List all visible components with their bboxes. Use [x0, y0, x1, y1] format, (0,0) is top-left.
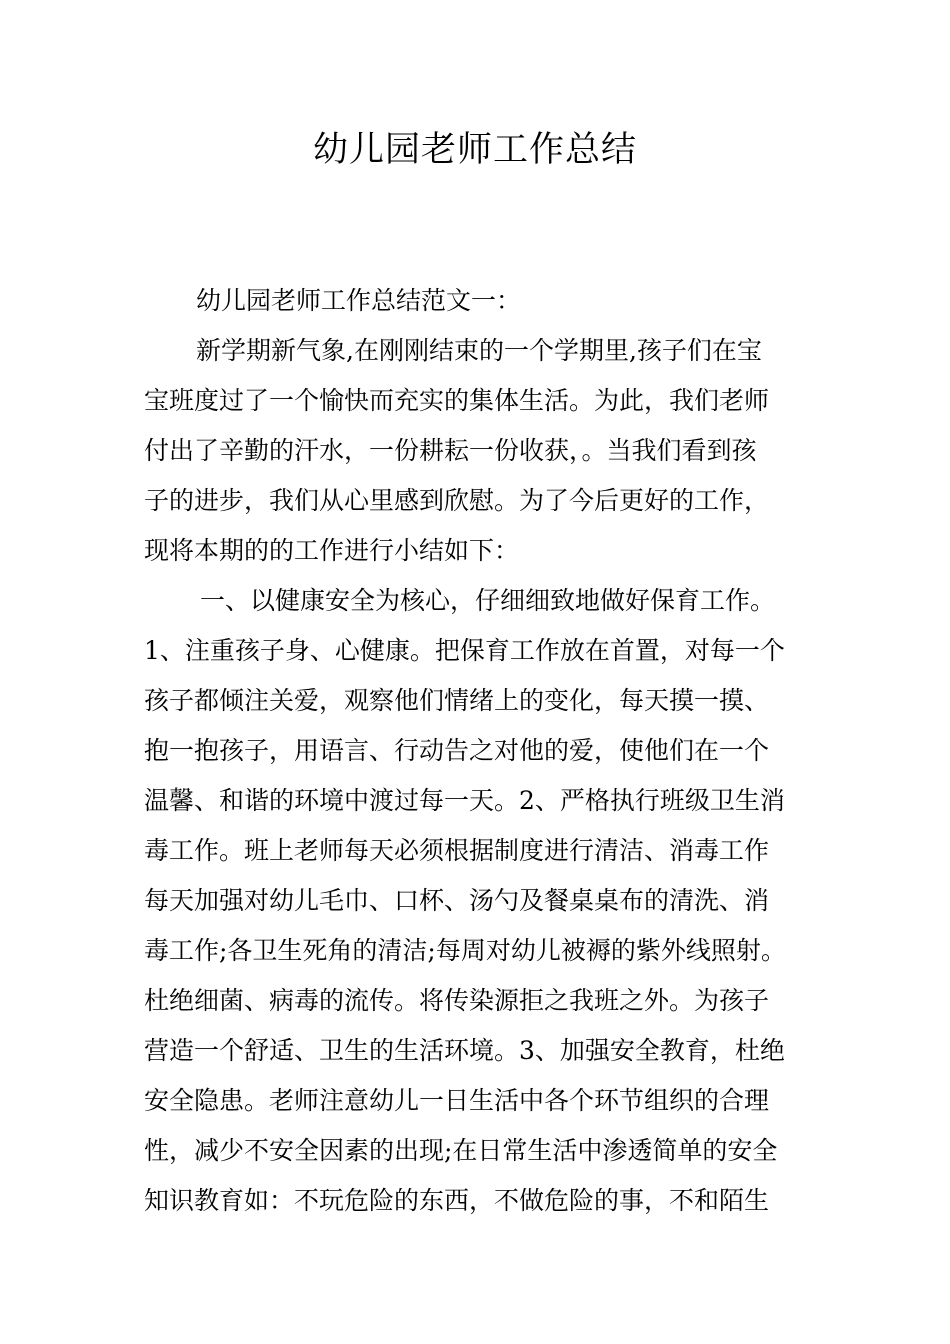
- paragraph-line: 安全隐患。老师注意幼儿一日生活中各个环节组织的合理: [144, 1086, 770, 1115]
- document-body: [144, 276, 824, 1226]
- paragraph-line: 1、注重孩子身、心健康。把保育工作放在首置，对每一个: [144, 636, 785, 665]
- paragraph-line: 新学期新气象,在刚刚结束的一个学期里,孩子们在宝: [196, 336, 762, 365]
- paragraph-line: 知识教育如：不玩危险的东西，不做危险的事，不和陌生: [144, 1186, 770, 1215]
- paragraph-line: 每天加强对幼儿毛巾、口杯、汤勺及餐桌桌布的清洗、消: [144, 886, 770, 915]
- paragraph-line: 宝班度过了一个愉快而充实的集体生活。为此，我们老师: [144, 386, 770, 415]
- paragraph-line: 杜绝细菌、病毒的流传。将传染源拒之我班之外。为孩子: [144, 986, 770, 1015]
- paragraph-line: 付出了辛勤的汗水，一份耕耘一份收获，。当我们看到孩: [144, 436, 757, 465]
- paragraph-line: 孩子都倾注关爱，观察他们情绪上的变化，每天摸一摸、: [144, 686, 770, 715]
- paragraph-line: 毒工作。班上老师每天必须根据制度进行清洁、消毒工作: [144, 836, 770, 865]
- paragraph-line: 营造一个舒适、卫生的生活环境。3、加强安全教育，杜绝: [144, 1036, 785, 1065]
- paragraph-line: 性，减少不安全因素的出现;在日常生活中渗透简单的安全: [144, 1136, 778, 1165]
- document-title: 幼儿园老师工作总结: [312, 130, 637, 170]
- paragraph-line: 温馨、和谐的环境中渡过每一天。2、严格执行班级卫生消: [144, 786, 785, 815]
- paragraph-line: 抱一抱孩子，用语言、行动告之对他的爱，使他们在一个: [144, 736, 770, 765]
- section-heading-line: 一、以健康安全为核心，仔细细致地做好保育工作。: [200, 586, 776, 615]
- paragraph-line: 现将本期的的工作进行小结如下：: [144, 536, 520, 565]
- paragraph-line: 子的进步，我们从心里感到欣慰。为了今后更好的工作，: [144, 486, 770, 515]
- paragraph-line: 幼儿园老师工作总结范文一：: [196, 286, 522, 315]
- paragraph-line: 毒工作;各卫生死角的清洁;每周对幼儿被褥的紫外线照射。: [144, 936, 786, 965]
